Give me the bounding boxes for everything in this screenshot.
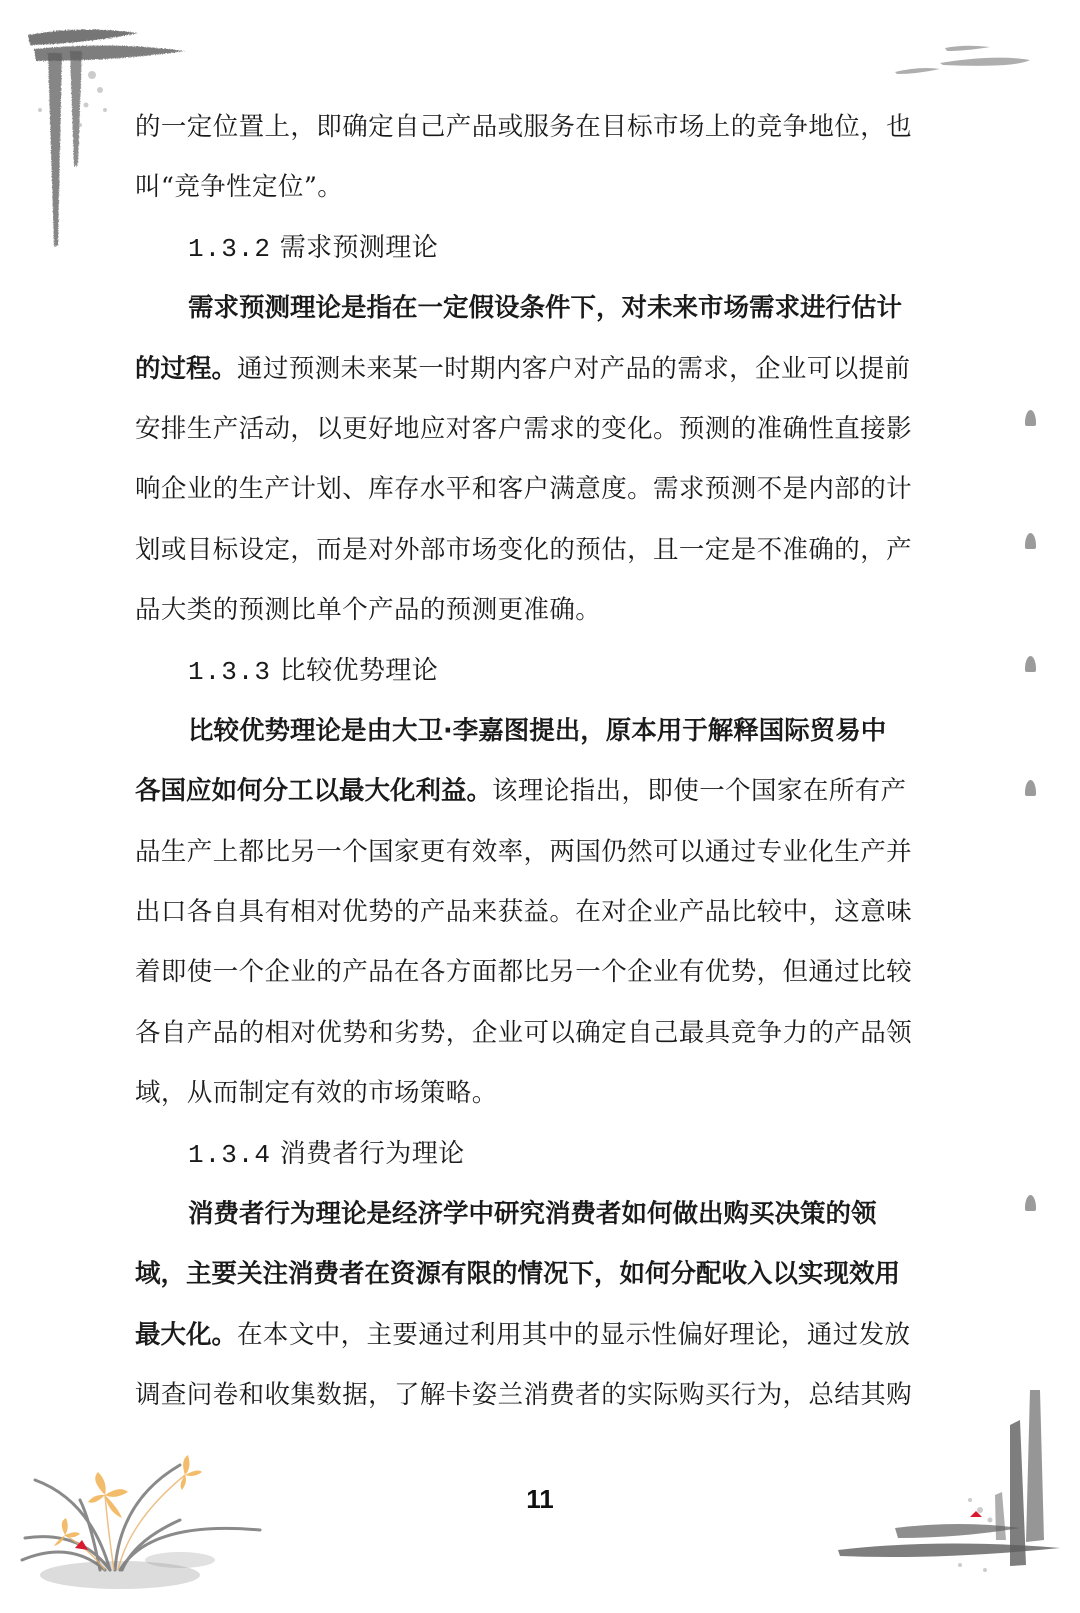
section-heading-1-3-4 — [135, 1124, 941, 1184]
body-line: 响企业的生产计划、库存水平和客户满意度。需求预测不是内部的计 — [135, 474, 913, 505]
bold-definition: 消费者行为理论是经济学中研究消费者如何做出购买决策的领 — [188, 1199, 877, 1230]
bold-definition: 最大化。 — [135, 1319, 238, 1350]
section-number: 1.3.2 — [188, 233, 272, 264]
body-line: 调查问卷和收集数据，了解卡姿兰消费者的实际购买行为，总结其购 — [135, 1380, 913, 1411]
section-title: 需求预测理论 — [279, 232, 439, 263]
ink-mark-icon — [1025, 656, 1036, 672]
body-line — [135, 1184, 941, 1244]
body-line: 品生产上都比另一个国家更有效率，两国仍然可以通过专业化生产并 — [135, 836, 913, 867]
document-body — [135, 97, 941, 1426]
body-line: 安排生产活动，以更好地应对客户需求的变化。预测的准确性直接影 — [135, 413, 913, 444]
bold-definition: 需求预测理论是指在一定假设条件下，对未来市场需求进行估计 — [188, 293, 903, 324]
body-text: 通过预测未来某一时期内客户对产品的需求，企业可以提前 — [237, 353, 911, 384]
ink-mark-icon — [1025, 780, 1036, 796]
body-line: 划或目标设定，而是对外部市场变化的预估，且一定是不准确的，产 — [135, 534, 913, 565]
body-line: 叫“竞争性定位”。 — [135, 172, 344, 203]
ink-mark-icon — [1025, 1195, 1036, 1211]
body-line — [135, 339, 941, 399]
page-number: 11 — [526, 1484, 554, 1514]
section-heading-1-3-2 — [135, 218, 941, 278]
ink-brush-strokes-icon — [895, 38, 1045, 88]
body-line — [135, 1244, 941, 1304]
section-number: 1.3.4 — [188, 1139, 272, 1170]
section-heading-1-3-3 — [135, 641, 941, 701]
body-line: 着即使一个企业的产品在各方面都比另一个企业有优势，但通过比较 — [135, 957, 913, 988]
section-number: 1.3.3 — [188, 656, 272, 687]
body-line: 品大类的预测比单个产品的预测更准确。 — [135, 595, 602, 626]
ink-mark-icon — [1025, 533, 1036, 549]
bold-definition: 的过程。 — [135, 353, 238, 384]
ink-brush-corner-icon — [820, 1380, 1070, 1580]
bold-definition: 各国应如何分工以最大化利益。 — [135, 776, 493, 807]
body-line: 各自产品的相对优势和劣势，企业可以确定自己最具竞争力的产品领 — [135, 1017, 913, 1048]
bold-definition: 域，主要关注消费者在资源有限的情况下，如何分配收入以实现效用 — [135, 1259, 901, 1290]
orchid-painting-icon — [10, 1420, 270, 1600]
body-text: 该理论指出，即使一个国家在所有产 — [492, 776, 907, 807]
body-line: 域，从而制定有效的市场策略。 — [135, 1078, 498, 1109]
body-line — [135, 1305, 941, 1365]
body-line — [135, 278, 941, 338]
body-text: 在本文中，主要通过利用其中的显示性偏好理论，通过发放 — [237, 1319, 911, 1350]
body-line — [135, 761, 941, 821]
bold-definition: 比较优势理论是由大卫·李嘉图提出，原本用于解释国际贸易中 — [188, 715, 887, 746]
section-title: 比较优势理论 — [279, 655, 439, 686]
section-title: 消费者行为理论 — [279, 1138, 465, 1169]
ink-mark-icon — [1025, 410, 1036, 426]
body-line: 的一定位置上，即确定自己产品或服务在目标市场上的竞争地位，也 — [135, 112, 913, 142]
body-line — [135, 701, 941, 761]
body-line: 出口各自具有相对优势的产品来获益。在对企业产品比较中，这意味 — [135, 897, 913, 928]
